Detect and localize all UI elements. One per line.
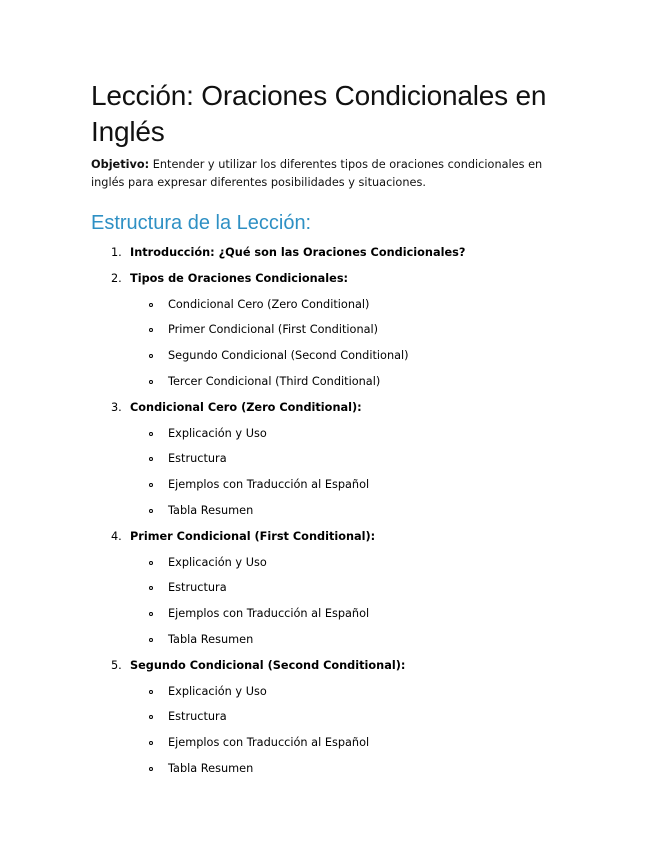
outline-subitem [130,550,561,576]
outline-subitem [130,369,561,395]
outline-subitem-label: Estructura [168,452,227,466]
outline-sublist [130,421,561,524]
outline-item-number: 3. [111,400,122,414]
outline-subitem-label: Ejemplos con Traducción al Español [168,736,370,750]
outline-subitem-label: Tercer Condicional (Third Conditional) [168,374,381,388]
outline-subitem [130,704,561,730]
hollow-bullet-icon [149,586,153,590]
outline-sublist [130,679,561,782]
outline-item [91,395,561,524]
objective-text: Entender y utilizar los diferentes tipos de oraciones condicionales en inglés para expresar diferentes posibilidades y situaciones. [91,158,543,189]
hollow-bullet-icon [149,767,153,771]
outline-item-number: 5. [111,658,122,672]
outline-item-label: Tipos de Oraciones Condicionales: [130,271,349,285]
outline-subitem [130,472,561,498]
outline-item [91,240,561,266]
hollow-bullet-icon [149,380,153,384]
page-title: Lección: Oraciones Condicionales en Inglés [91,80,547,147]
outline-item [91,266,561,395]
hollow-bullet-icon [149,741,153,745]
outline-subitem [130,421,561,447]
hollow-bullet-icon [149,303,153,307]
hollow-bullet-icon [149,690,153,694]
outline-subitem-label: Tabla Resumen [168,761,254,775]
outline-subitem [130,343,561,369]
outline-item-number: 1. [111,246,122,259]
hollow-bullet-icon [149,509,153,513]
outline-item-number: 4. [111,529,122,543]
document-page [91,78,561,782]
outline-sublist [130,550,561,653]
outline-subitem-label: Estructura [168,581,227,595]
outline-subitem-label: Tabla Resumen [168,632,254,646]
outline-item-label: Condicional Cero (Zero Conditional): [130,400,362,414]
outline-subitem [130,446,561,472]
outline-item-number: 2. [111,271,122,285]
outline-subitem [130,627,561,653]
hollow-bullet-icon [149,612,153,616]
hollow-bullet-icon [149,354,153,358]
outline-item [91,653,561,782]
outline-sublist [130,292,561,395]
objective-label: Objetivo: [91,158,150,171]
outline-subitem-label: Ejemplos con Traducción al Español [168,478,370,492]
outline-subitem-label: Primer Condicional (First Conditional) [168,323,379,337]
outline-subitem-label: Explicación y Uso [168,684,267,698]
outline-item-label: Introducción: ¿Qué son las Oraciones Condicionales? [130,246,466,259]
hollow-bullet-icon [149,638,153,642]
hollow-bullet-icon [149,561,153,565]
hollow-bullet-icon [149,457,153,461]
outline-item-label: Segundo Condicional (Second Conditional): [130,658,406,672]
outline-subitem-label: Explicación y Uso [168,426,267,440]
outline-subitem [130,679,561,705]
section-heading: Estructura de la Lección: [91,212,312,234]
outline-subitem-label: Condicional Cero (Zero Conditional) [168,297,370,311]
outline-subitem [130,575,561,601]
outline-subitem-label: Segundo Condicional (Second Conditional) [168,349,409,363]
outline-subitem-label: Ejemplos con Traducción al Español [168,607,370,621]
outline-item-label: Primer Condicional (First Conditional): [130,529,376,543]
outline-subitem-label: Tabla Resumen [168,503,254,517]
outline-item [91,524,561,653]
hollow-bullet-icon [149,328,153,332]
outline-subitem [130,601,561,627]
outline-subitem [130,756,561,782]
outline-subitem [130,498,561,524]
lesson-outline [91,240,561,782]
hollow-bullet-icon [149,715,153,719]
objective-paragraph [91,156,561,192]
outline-subitem [130,292,561,318]
outline-subitem [130,317,561,343]
outline-subitem-label: Explicación y Uso [168,555,267,569]
hollow-bullet-icon [149,432,153,436]
hollow-bullet-icon [149,483,153,487]
outline-subitem [130,730,561,756]
outline-subitem-label: Estructura [168,710,227,724]
